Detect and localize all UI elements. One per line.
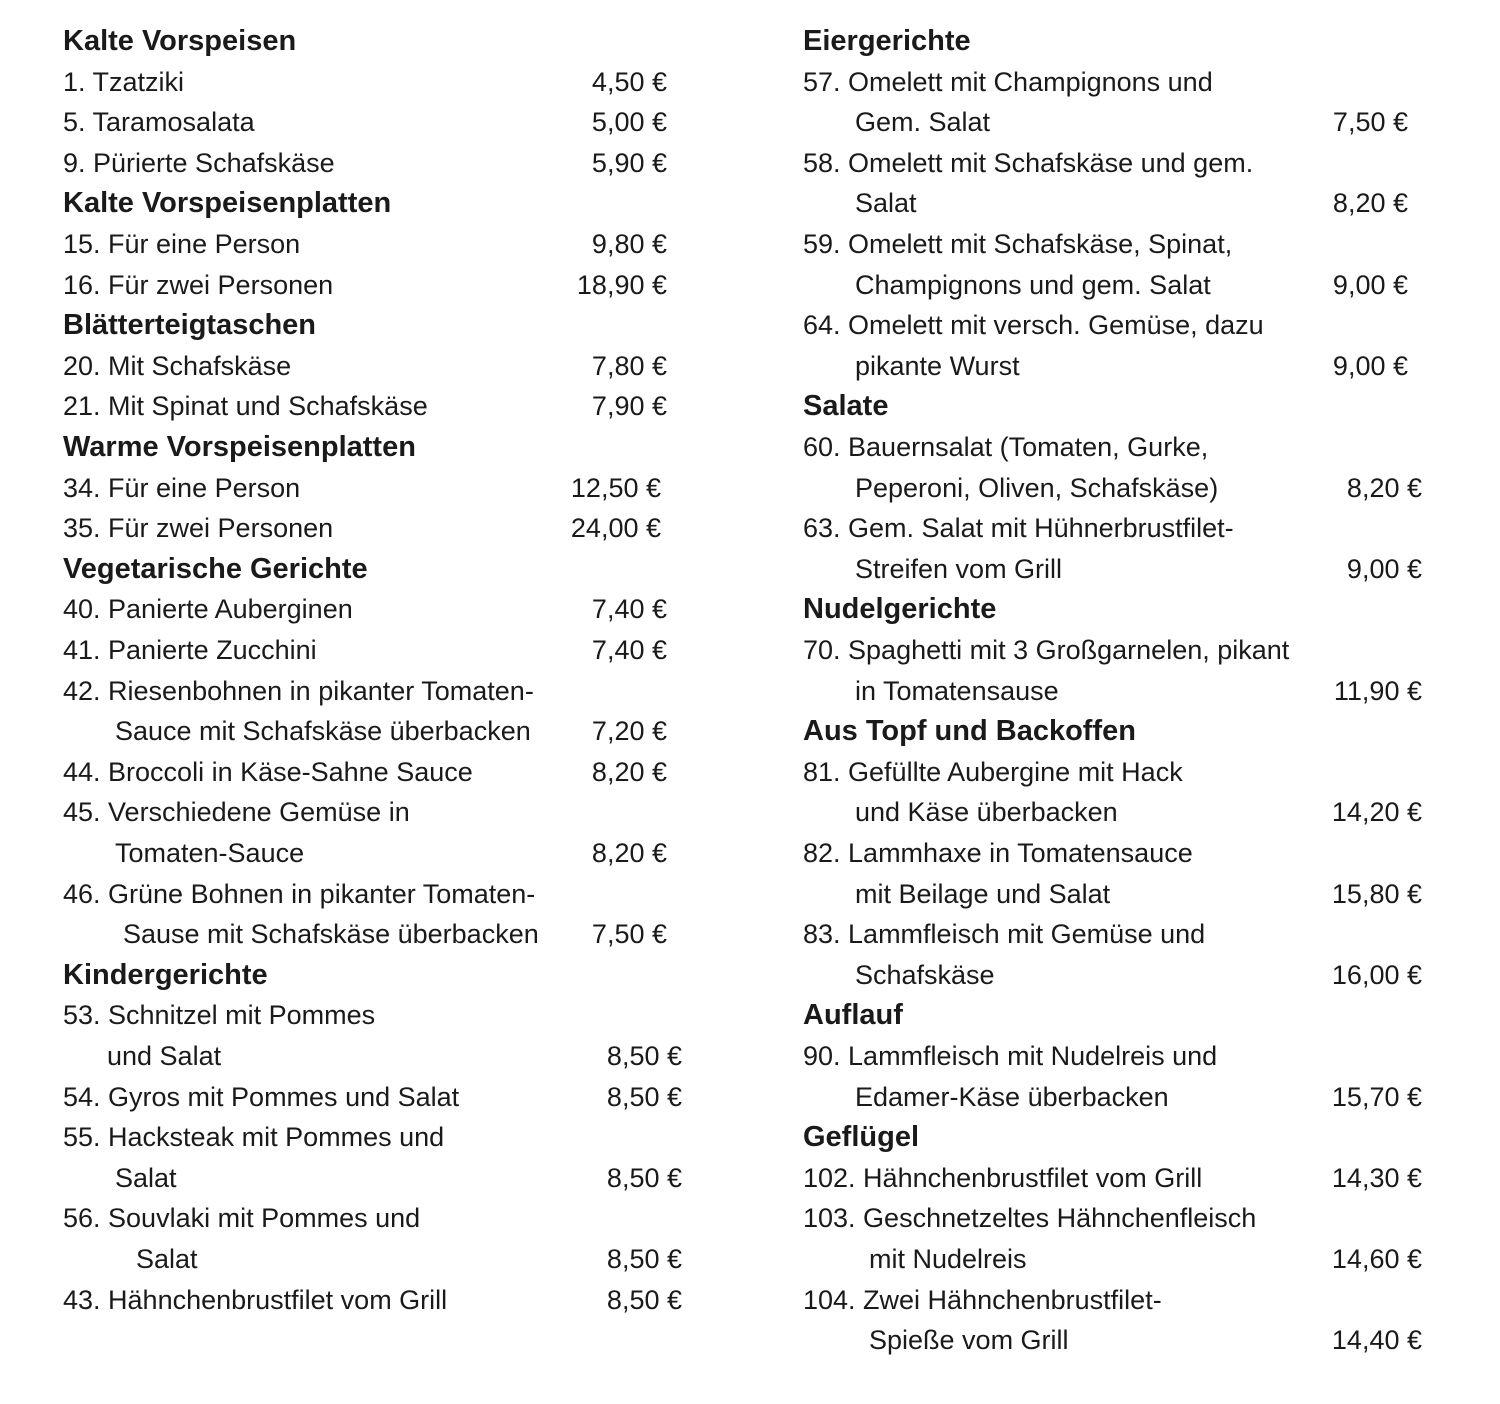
- menu-item-name: 64. Omelett mit versch. Gemüse, dazu: [803, 310, 1264, 341]
- menu-item-name: 60. Bauernsalat (Tomaten, Gurke,: [803, 432, 1209, 462]
- menu-item-price: 15,80 €: [1331, 878, 1422, 909]
- menu-item-name: 35. Für zwei Personen: [63, 513, 334, 544]
- menu-item-name: 41. Panierte Zucchini: [63, 635, 317, 665]
- menu-item-price: 7,40 €: [591, 594, 667, 625]
- menu-item-name-continued: Salat: [136, 1244, 198, 1274]
- menu-item-price: 9,00 €: [1332, 269, 1408, 300]
- menu-item-price: 8,20 €: [1332, 188, 1408, 219]
- menu-item-name-continued: und Käse überbacken: [855, 797, 1118, 828]
- menu-item-name-continued: pikante Wurst: [855, 350, 1020, 381]
- menu-item-name: 56. Souvlaki mit Pommes und: [63, 1203, 421, 1234]
- menu-item-price: 9,80 €: [591, 229, 667, 259]
- menu-item-price: 5,00 €: [591, 107, 667, 138]
- menu-item-name-continued: Champignons und gem. Salat: [855, 269, 1211, 300]
- menu-item-name: 16. Für zwei Personen: [63, 269, 334, 300]
- menu-item-name-continued: und Salat: [107, 1041, 222, 1071]
- section-heading-kindergerichte: Kindergerichte: [63, 958, 268, 991]
- menu-item-name: 63. Gem. Salat mit Hühnerbrustfilet-: [803, 513, 1234, 544]
- menu-item-price: 8,50 €: [606, 1284, 682, 1315]
- section-heading-kalte-vorspeisen: Kalte Vorspeisen: [63, 25, 297, 57]
- menu-item-price: 16,00 €: [1331, 959, 1422, 990]
- menu-item-name-continued: in Tomatensause: [855, 675, 1059, 706]
- menu-item-price: 7,80 €: [591, 350, 667, 381]
- section-heading-eiergerichte: Eiergerichte: [803, 25, 971, 57]
- menu-item-name: 45. Verschiedene Gemüse in: [63, 797, 410, 828]
- menu-item-name: 42. Riesenbohnen in pikanter Tomaten-: [63, 675, 534, 706]
- menu-item-name: 43. Hähnchenbrustfilet vom Grill: [63, 1284, 448, 1315]
- menu-item-name-continued: mit Beilage und Salat: [855, 878, 1111, 909]
- section-heading-salate: Salate: [803, 390, 889, 423]
- menu-item-price: 8,50 €: [606, 1162, 682, 1193]
- menu-item-name: 90. Lammfleisch mit Nudelreis und: [803, 1041, 1218, 1071]
- menu-item-price: 8,50 €: [606, 1081, 682, 1112]
- menu-item-name: 104. Zwei Hähnchenbrustfilet-: [803, 1284, 1162, 1315]
- menu-item-price: 8,20 €: [1346, 472, 1422, 503]
- menu-item-price: 8,20 €: [591, 838, 667, 868]
- menu-item-name: 20. Mit Schafskäse: [63, 350, 292, 381]
- section-heading-auflauf: Auflauf: [803, 999, 903, 1032]
- menu-item-price: 7,40 €: [591, 635, 667, 665]
- menu-item-name: 58. Omelett mit Schafskäse und gem.: [803, 147, 1254, 178]
- section-heading-warme-vorspeisenplatten: Warme Vorspeisenplatten: [63, 431, 416, 463]
- section-heading-gefluegel: Geflügel: [803, 1121, 920, 1154]
- menu-item-price: 14,60 €: [1331, 1244, 1422, 1274]
- menu-item-name: 102. Hähnchenbrustfilet vom Grill: [803, 1162, 1203, 1193]
- menu-item-price: 4,50 €: [591, 66, 667, 97]
- menu-item-price: 7,90 €: [591, 391, 667, 422]
- menu-item-name: 54. Gyros mit Pommes und Salat: [63, 1081, 460, 1112]
- menu-item-name: 9. Pürierte Schafskäse: [63, 147, 335, 178]
- menu-item-name: 15. Für eine Person: [63, 229, 301, 259]
- menu-item-price: 14,20 €: [1331, 797, 1422, 828]
- menu-item-price: 14,40 €: [1331, 1325, 1422, 1356]
- menu-item-name: 21. Mit Spinat und Schafskäse: [63, 391, 428, 422]
- menu-item-price: 7,50 €: [591, 919, 667, 950]
- menu-item-price: 12,50 €: [570, 472, 661, 503]
- menu-item-name-continued: mit Nudelreis: [869, 1244, 1027, 1274]
- menu-item-price: 8,50 €: [606, 1041, 682, 1071]
- menu-item-price: 7,50 €: [1332, 107, 1408, 138]
- menu-item-price: 24,00 €: [570, 513, 661, 544]
- section-heading-blaetterteigtaschen: Blätterteigtaschen: [63, 309, 317, 342]
- section-heading-aus-topf-und-backoffen: Aus Topf und Backoffen: [803, 715, 1136, 748]
- menu-item-price: 9,00 €: [1346, 553, 1422, 584]
- menu-item-name: 5. Taramosalata: [63, 107, 255, 138]
- menu-item-name: 44. Broccoli in Käse-Sahne Sauce: [63, 756, 473, 787]
- menu-item-name-continued: Salat: [115, 1162, 177, 1193]
- menu-item-price: 14,30 €: [1331, 1162, 1422, 1193]
- menu-item-name: 34. Für eine Person: [63, 472, 301, 503]
- menu-item-name: 82. Lammhaxe in Tomatensauce: [803, 838, 1193, 868]
- menu-item-price: 8,20 €: [591, 756, 667, 787]
- menu-item-name: 103. Geschnetzeltes Hähnchenfleisch: [803, 1203, 1257, 1234]
- menu-item-name-continued: Spieße vom Grill: [869, 1325, 1069, 1356]
- menu-item-price: 8,50 €: [606, 1244, 682, 1274]
- menu-item-name: 53. Schnitzel mit Pommes: [63, 1000, 376, 1031]
- menu-item-name: 55. Hacksteak mit Pommes und: [63, 1122, 445, 1153]
- menu-item-name: 40. Panierte Auberginen: [63, 594, 353, 625]
- menu-item-price: 9,00 €: [1332, 350, 1408, 381]
- menu-item-name-continued: Schafskäse: [855, 959, 995, 990]
- menu-item-name: 1. Tzatziki: [63, 66, 185, 97]
- menu-item-name-continued: Edamer-Käse überbacken: [855, 1081, 1169, 1112]
- menu-item-price: 11,90 €: [1333, 675, 1422, 706]
- menu-item-name-continued: Peperoni, Oliven, Schafskäse): [855, 472, 1219, 503]
- section-heading-vegetarische-gerichte: Vegetarische Gerichte: [63, 552, 368, 585]
- menu-item-name: 46. Grüne Bohnen in pikanter Tomaten-: [63, 878, 536, 909]
- section-heading-nudelgerichte: Nudelgerichte: [803, 593, 997, 626]
- menu-item-name: 81. Gefüllte Aubergine mit Hack: [803, 756, 1183, 787]
- menu-item-name-continued: Sause mit Schafskäse überbacken: [123, 919, 539, 950]
- menu-item-name-continued: Salat: [855, 188, 917, 219]
- menu-item-price: 7,20 €: [591, 716, 667, 747]
- menu-item-name-continued: Sauce mit Schafskäse überbacken: [115, 716, 531, 747]
- menu-item-name: 59. Omelett mit Schafskäse, Spinat,: [803, 229, 1233, 259]
- menu-item-name-continued: Gem. Salat: [855, 107, 991, 138]
- menu-item-price: 18,90 €: [576, 269, 667, 300]
- section-heading-kalte-vorspeisenplatten: Kalte Vorspeisenplatten: [63, 187, 392, 220]
- menu-item-name: 83. Lammfleisch mit Gemüse und: [803, 919, 1206, 950]
- menu-item-name: 57. Omelett mit Champignons und: [803, 66, 1213, 97]
- menu-item-price: 15,70 €: [1331, 1081, 1422, 1112]
- menu-item-name-continued: Streifen vom Grill: [855, 553, 1063, 584]
- menu-item-name: 70. Spaghetti mit 3 Großgarnelen, pikant: [803, 635, 1290, 665]
- menu-item-price: 5,90 €: [591, 147, 667, 178]
- menu-item-name-continued: Tomaten-Sauce: [115, 838, 305, 868]
